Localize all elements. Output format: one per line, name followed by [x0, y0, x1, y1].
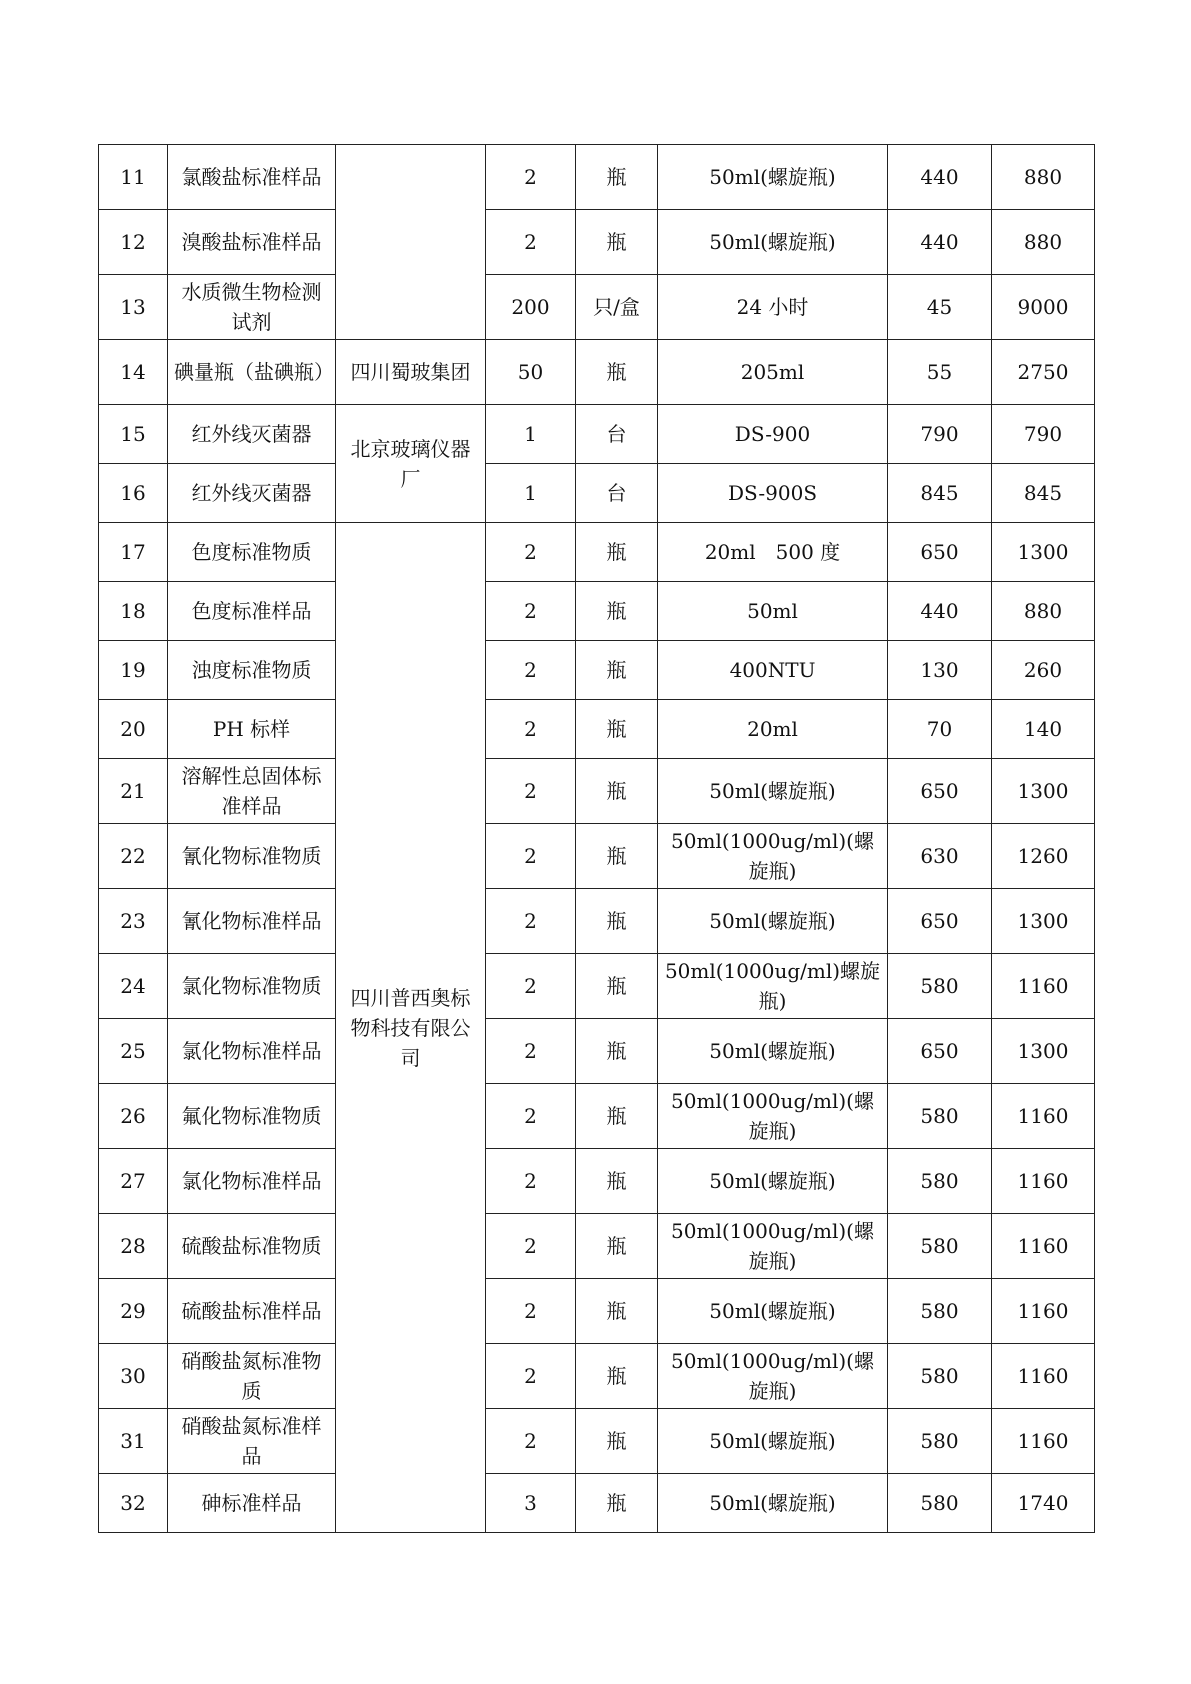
- item-number: 21: [99, 759, 168, 824]
- item-spec: 50ml(螺旋瓶): [658, 145, 888, 210]
- table-row: [99, 1019, 1095, 1084]
- item-number: 12: [99, 210, 168, 275]
- table-row: [99, 1344, 1095, 1409]
- item-unit-price: 650: [888, 523, 992, 582]
- item-unit-price: 440: [888, 210, 992, 275]
- item-spec: 50ml(1000ug/ml)螺旋瓶): [658, 954, 888, 1019]
- item-number: 11: [99, 145, 168, 210]
- item-quantity: 2: [486, 641, 576, 700]
- item-total: 1160: [992, 1149, 1095, 1214]
- item-unit: 瓶: [576, 582, 658, 641]
- item-name: 氯化物标准样品: [168, 1019, 336, 1084]
- table-row: [99, 340, 1095, 405]
- item-unit: 瓶: [576, 1344, 658, 1409]
- item-total: 1160: [992, 1409, 1095, 1474]
- item-name: 氯酸盐标准样品: [168, 145, 336, 210]
- item-spec: 50ml(螺旋瓶): [658, 759, 888, 824]
- table-row: [99, 700, 1095, 759]
- item-name: 溶解性总固体标准样品: [168, 759, 336, 824]
- item-quantity: 2: [486, 523, 576, 582]
- item-number: 15: [99, 405, 168, 464]
- item-unit: 瓶: [576, 523, 658, 582]
- item-name: 氯化物标准物质: [168, 954, 336, 1019]
- item-name: 色度标准物质: [168, 523, 336, 582]
- item-name: 水质微生物检测试剂: [168, 275, 336, 340]
- item-spec: 50ml(螺旋瓶): [658, 1279, 888, 1344]
- item-unit-price: 790: [888, 405, 992, 464]
- item-unit: 台: [576, 464, 658, 523]
- item-number: 16: [99, 464, 168, 523]
- item-unit-price: 440: [888, 145, 992, 210]
- table-row: [99, 824, 1095, 889]
- item-number: 28: [99, 1214, 168, 1279]
- item-total: 2750: [992, 340, 1095, 405]
- item-spec: 50ml: [658, 582, 888, 641]
- item-unit: 瓶: [576, 210, 658, 275]
- item-total: 880: [992, 145, 1095, 210]
- item-name: 硫酸盐标准样品: [168, 1279, 336, 1344]
- item-unit-price: 70: [888, 700, 992, 759]
- item-number: 24: [99, 954, 168, 1019]
- item-unit: 瓶: [576, 700, 658, 759]
- item-number: 31: [99, 1409, 168, 1474]
- item-spec: 205ml: [658, 340, 888, 405]
- table-row: [99, 1149, 1095, 1214]
- table-row: [99, 1409, 1095, 1474]
- supplier-blank: [336, 145, 486, 340]
- table-row: [99, 759, 1095, 824]
- item-quantity: 2: [486, 954, 576, 1019]
- item-spec: 50ml(螺旋瓶): [658, 889, 888, 954]
- item-unit: 瓶: [576, 954, 658, 1019]
- item-spec: 50ml(螺旋瓶): [658, 1149, 888, 1214]
- table-row: [99, 1279, 1095, 1344]
- table-row: [99, 523, 1095, 582]
- item-name: 氰化物标准样品: [168, 889, 336, 954]
- item-unit: 瓶: [576, 641, 658, 700]
- item-number: 29: [99, 1279, 168, 1344]
- table-row: [99, 582, 1095, 641]
- item-unit-price: 45: [888, 275, 992, 340]
- item-unit-price: 650: [888, 889, 992, 954]
- item-spec: 50ml(1000ug/ml)(螺旋瓶): [658, 1214, 888, 1279]
- supplier-name: 四川普西奥标物科技有限公司: [336, 523, 486, 1533]
- item-total: 1300: [992, 889, 1095, 954]
- item-spec: 20ml 500 度: [658, 523, 888, 582]
- item-unit-price: 580: [888, 1279, 992, 1344]
- supplier-name: 北京玻璃仪器厂: [336, 405, 486, 523]
- item-quantity: 2: [486, 889, 576, 954]
- item-quantity: 1: [486, 464, 576, 523]
- item-spec: DS-900: [658, 405, 888, 464]
- table-row: [99, 464, 1095, 523]
- item-spec: 24 小时: [658, 275, 888, 340]
- item-total: 1300: [992, 523, 1095, 582]
- item-name: 碘量瓶（盐碘瓶）: [168, 340, 336, 405]
- item-number: 32: [99, 1474, 168, 1533]
- item-quantity: 50: [486, 340, 576, 405]
- item-unit: 台: [576, 405, 658, 464]
- item-quantity: 3: [486, 1474, 576, 1533]
- item-total: 1260: [992, 824, 1095, 889]
- item-number: 30: [99, 1344, 168, 1409]
- item-quantity: 2: [486, 145, 576, 210]
- item-total: 1160: [992, 1344, 1095, 1409]
- item-name: 氟化物标准物质: [168, 1084, 336, 1149]
- table-row: [99, 641, 1095, 700]
- item-quantity: 2: [486, 824, 576, 889]
- item-unit-price: 580: [888, 1149, 992, 1214]
- item-unit-price: 580: [888, 954, 992, 1019]
- item-unit: 只/盒: [576, 275, 658, 340]
- item-total: 845: [992, 464, 1095, 523]
- item-number: 18: [99, 582, 168, 641]
- item-quantity: 2: [486, 1409, 576, 1474]
- item-number: 19: [99, 641, 168, 700]
- item-quantity: 2: [486, 210, 576, 275]
- item-unit-price: 580: [888, 1344, 992, 1409]
- item-spec: 50ml(螺旋瓶): [658, 1409, 888, 1474]
- item-unit-price: 440: [888, 582, 992, 641]
- item-quantity: 2: [486, 1019, 576, 1084]
- item-unit: 瓶: [576, 145, 658, 210]
- item-total: 1160: [992, 954, 1095, 1019]
- item-quantity: 200: [486, 275, 576, 340]
- item-total: 1160: [992, 1084, 1095, 1149]
- item-number: 14: [99, 340, 168, 405]
- item-unit-price: 580: [888, 1084, 992, 1149]
- item-quantity: 2: [486, 1084, 576, 1149]
- item-spec: 400NTU: [658, 641, 888, 700]
- item-name: 硝酸盐氮标准物质: [168, 1344, 336, 1409]
- item-unit-price: 580: [888, 1214, 992, 1279]
- item-name: 红外线灭菌器: [168, 464, 336, 523]
- item-unit: 瓶: [576, 1214, 658, 1279]
- item-number: 23: [99, 889, 168, 954]
- item-quantity: 2: [486, 582, 576, 641]
- item-number: 20: [99, 700, 168, 759]
- item-spec: 50ml(1000ug/ml)(螺旋瓶): [658, 824, 888, 889]
- item-total: 1160: [992, 1214, 1095, 1279]
- item-quantity: 2: [486, 759, 576, 824]
- table-row: [99, 1084, 1095, 1149]
- table-row: [99, 405, 1095, 464]
- item-unit: 瓶: [576, 759, 658, 824]
- item-total: 1300: [992, 759, 1095, 824]
- item-quantity: 2: [486, 1344, 576, 1409]
- item-unit: 瓶: [576, 1149, 658, 1214]
- item-spec: 50ml(螺旋瓶): [658, 1019, 888, 1084]
- item-total: 880: [992, 210, 1095, 275]
- item-unit-price: 650: [888, 759, 992, 824]
- table-row: [99, 145, 1095, 210]
- item-unit-price: 630: [888, 824, 992, 889]
- item-name: 砷标准样品: [168, 1474, 336, 1533]
- item-name: 溴酸盐标准样品: [168, 210, 336, 275]
- item-quantity: 1: [486, 405, 576, 464]
- item-name: 氯化物标准样品: [168, 1149, 336, 1214]
- item-number: 17: [99, 523, 168, 582]
- item-name: 硫酸盐标准物质: [168, 1214, 336, 1279]
- table-row: [99, 954, 1095, 1019]
- item-quantity: 2: [486, 1214, 576, 1279]
- item-name: PH 标样: [168, 700, 336, 759]
- item-spec: DS-900S: [658, 464, 888, 523]
- item-quantity: 2: [486, 700, 576, 759]
- item-name: 浊度标准物质: [168, 641, 336, 700]
- item-number: 22: [99, 824, 168, 889]
- item-unit-price: 580: [888, 1474, 992, 1533]
- table-row: [99, 1474, 1095, 1533]
- item-total: 1300: [992, 1019, 1095, 1084]
- item-unit: 瓶: [576, 1409, 658, 1474]
- item-unit-price: 650: [888, 1019, 992, 1084]
- item-quantity: 2: [486, 1279, 576, 1344]
- item-total: 880: [992, 582, 1095, 641]
- item-total: 140: [992, 700, 1095, 759]
- procurement-table: [98, 144, 1095, 1533]
- table-row: [99, 889, 1095, 954]
- item-unit-price: 845: [888, 464, 992, 523]
- item-number: 26: [99, 1084, 168, 1149]
- item-name: 氰化物标准物质: [168, 824, 336, 889]
- item-spec: 20ml: [658, 700, 888, 759]
- item-total: 260: [992, 641, 1095, 700]
- item-unit: 瓶: [576, 1084, 658, 1149]
- item-unit: 瓶: [576, 1019, 658, 1084]
- item-unit-price: 580: [888, 1409, 992, 1474]
- item-unit-price: 55: [888, 340, 992, 405]
- item-name: 硝酸盐氮标准样品: [168, 1409, 336, 1474]
- item-quantity: 2: [486, 1149, 576, 1214]
- item-unit: 瓶: [576, 824, 658, 889]
- item-total: 790: [992, 405, 1095, 464]
- item-name: 红外线灭菌器: [168, 405, 336, 464]
- item-number: 13: [99, 275, 168, 340]
- table-row: [99, 275, 1095, 340]
- item-number: 27: [99, 1149, 168, 1214]
- item-unit: 瓶: [576, 340, 658, 405]
- item-unit: 瓶: [576, 1474, 658, 1533]
- item-spec: 50ml(螺旋瓶): [658, 1474, 888, 1533]
- item-spec: 50ml(1000ug/ml)(螺旋瓶): [658, 1344, 888, 1409]
- table-row: [99, 1214, 1095, 1279]
- item-total: 1740: [992, 1474, 1095, 1533]
- item-spec: 50ml(螺旋瓶): [658, 210, 888, 275]
- item-name: 色度标准样品: [168, 582, 336, 641]
- item-spec: 50ml(1000ug/ml)(螺旋瓶): [658, 1084, 888, 1149]
- table-body: [99, 145, 1095, 1533]
- item-number: 25: [99, 1019, 168, 1084]
- supplier-name: 四川蜀玻集团: [336, 340, 486, 405]
- item-unit: 瓶: [576, 1279, 658, 1344]
- item-total: 1160: [992, 1279, 1095, 1344]
- table-row: [99, 210, 1095, 275]
- item-unit: 瓶: [576, 889, 658, 954]
- item-unit-price: 130: [888, 641, 992, 700]
- item-total: 9000: [992, 275, 1095, 340]
